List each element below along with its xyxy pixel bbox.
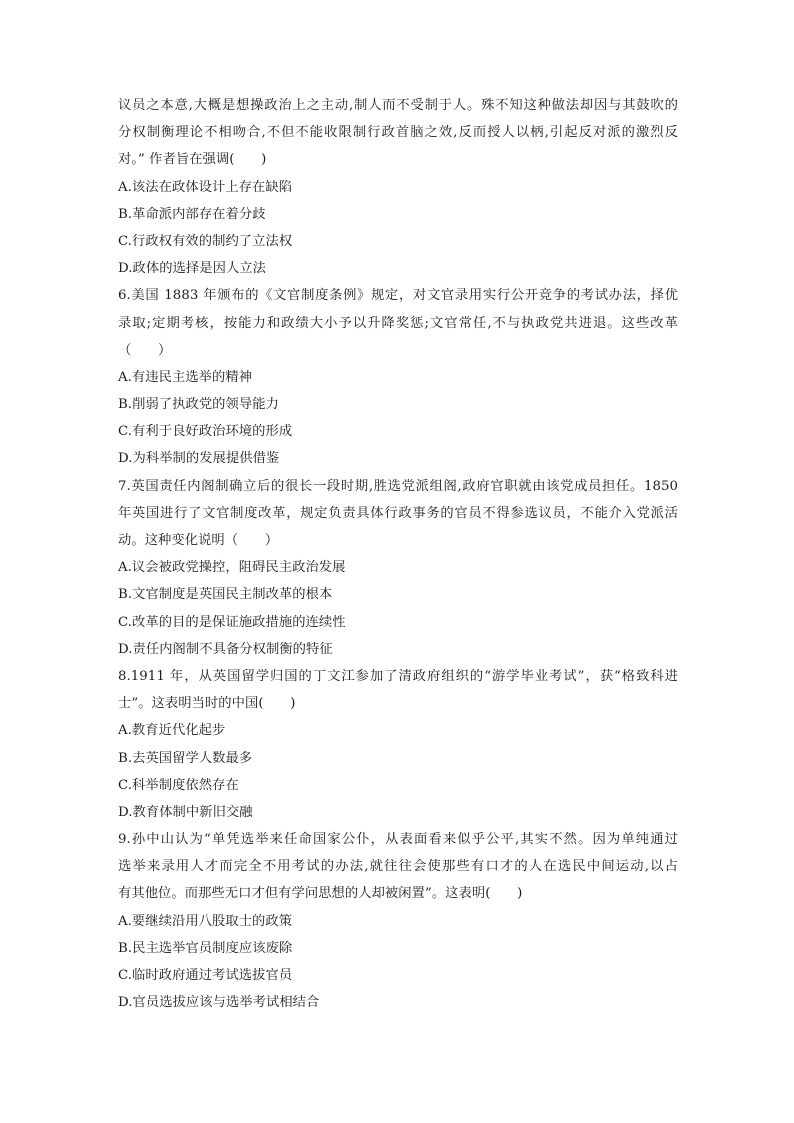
question-content <box>118 92 678 1016</box>
question-stem-line: 选举来录用人才而完全不用考试的办法,就往往会使那些有口才的人在选民中间运动,以占 <box>118 859 678 875</box>
question-6 <box>118 282 678 472</box>
option-d: D.为科举制的发展提供借鉴 <box>118 451 280 467</box>
option-d: D.政体的选择是因人立法 <box>118 261 266 277</box>
question-stem-line: 录取;定期考核，按能力和政绩大小予以升降奖惩;文官常任,不与执政党共进退。这些改革 <box>118 315 678 331</box>
option-b: B.去英国留学人数最多 <box>118 750 253 766</box>
option-d: D.教育体制中新旧交融 <box>118 804 253 820</box>
question-stem-line: 6.美国 1883 年颁布的《文官制度条例》规定，对文官录用实行公开竞争的考试办法，择优 <box>118 288 678 304</box>
question-stem-line: 议员之本意,大概是想操政治上之主动,制人而不受制于人。殊不知这种做法却因与其鼓吹的 <box>118 98 678 113</box>
option-c: C.改革的目的是保证施政措施的连续性 <box>118 614 346 630</box>
option-b: B.削弱了执政党的领导能力 <box>118 397 279 413</box>
question-stem-line: 有其他位。而那些无口才但有学问思想的人却被闲置”。这表明( ) <box>118 886 523 902</box>
option-a: A.要继续沿用八股取士的政策 <box>118 913 293 929</box>
option-b: B.文官制度是英国民主制改革的根本 <box>118 587 333 603</box>
question-stem-line: 对。” 作者旨在强调( ) <box>118 152 267 168</box>
question-stem-line: （ ） <box>118 342 172 358</box>
option-b: B.革命派内部存在着分歧 <box>118 206 266 222</box>
option-c: C.有利于良好政治环境的形成 <box>118 424 293 440</box>
question-8 <box>118 663 678 826</box>
option-a: A.教育近代化起步 <box>118 723 226 739</box>
option-a: A.议会被政党操控，阻碍民主政治发展 <box>118 560 346 576</box>
question-stem-line: 9.孙中山认为“单凭选举来任命国家公仆，从表面看来似乎公平,其实不然。因为单纯通过 <box>118 832 678 848</box>
question-stem-line: 分权制衡理论不相吻合,不但不能收限制行政首脑之效,反而授人以柄,引起反对派的激烈反 <box>118 125 678 141</box>
question-stem-line: 7.英国责任内阁制确立后的很长一段时期,胜选党派组阁,政府官职就由该党成员担任。1850 <box>118 478 678 494</box>
option-d: D.官员选拔应该与选举考试相结合 <box>118 995 320 1011</box>
question-5 <box>118 92 678 282</box>
option-d: D.责任内阁制不具备分权制衡的特征 <box>118 641 333 657</box>
option-c: C.科举制度依然存在 <box>118 777 239 793</box>
option-a: A.该法在政体设计上存在缺陷 <box>118 179 293 195</box>
question-stem-line: 8.1911 年，从英国留学归国的丁文江参加了清政府组织的“游学毕业考试”，获“格致科进 <box>118 668 678 684</box>
question-9 <box>118 826 678 1016</box>
option-c: C.临时政府通过考试选拔官员 <box>118 968 293 983</box>
option-c: C.行政权有效的制约了立法权 <box>118 233 293 249</box>
question-7 <box>118 473 678 663</box>
question-stem-line: 士”。这表明当时的中国( ) <box>118 696 296 712</box>
option-b: B.民主选举官员制度应该废除 <box>118 940 293 956</box>
question-stem-line: 动。这种变化说明（ ） <box>118 533 279 548</box>
question-stem-line: 年英国进行了文官制度改革，规定负责具体行政事务的官员不得参选议员，不能介入党派活 <box>118 505 678 521</box>
option-a: A.有违民主选举的精神 <box>118 369 253 385</box>
